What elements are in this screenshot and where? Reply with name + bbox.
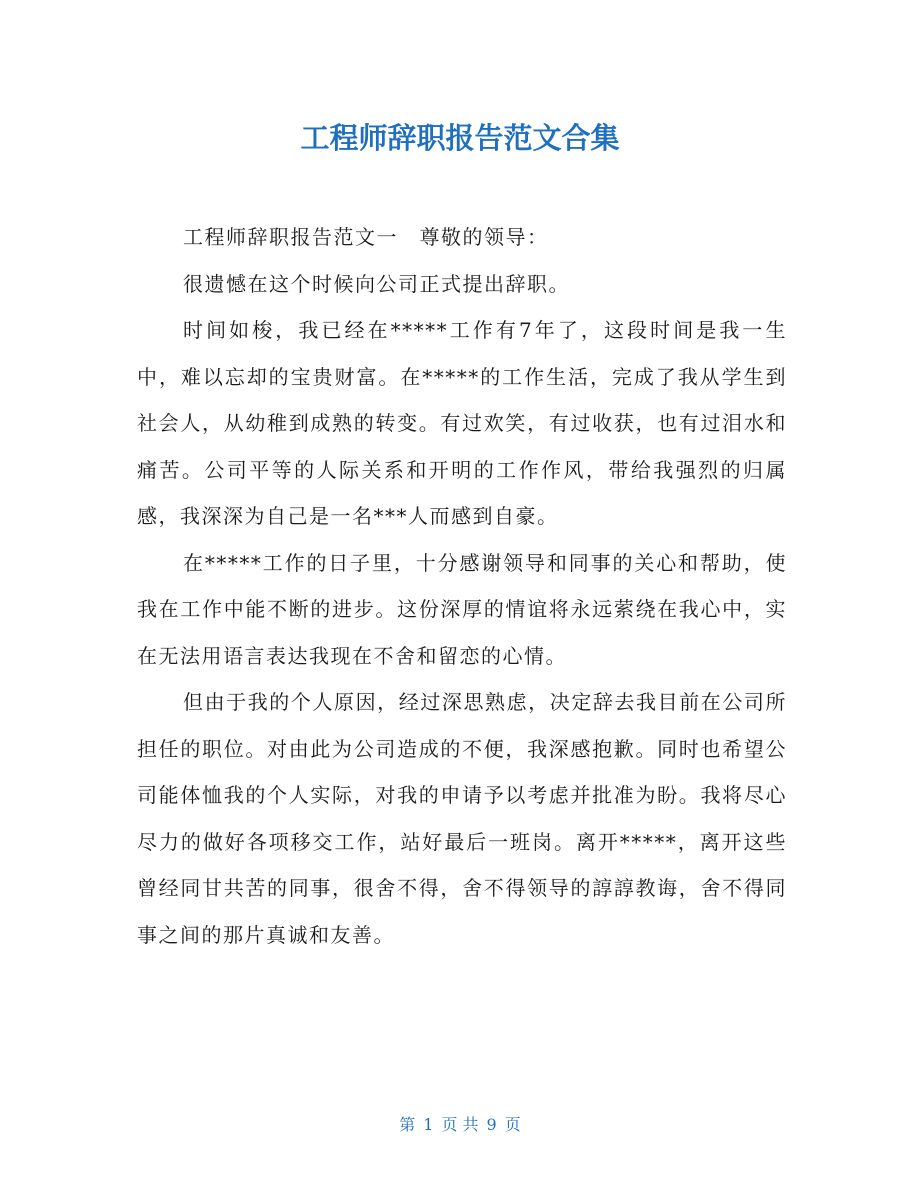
page-number-footer — [0, 1112, 920, 1138]
paragraph-reason: 但由于我的个人原因，经过深思熟虑，决定辞去我目前在公司所担任的职位。对由此为公司造成的不便，我深感抱歉。同时也希望公司能体恤我的个人实际，对我的申请予以考虑并批准为盼。我将尽心尽力的做好各项移交工作，站好最后一班岗。离开*****，离开这些曾经同甘共苦的同事，很舍不得，舍不得领导的諄諄教诲，舍不得同事之间的那片真诚和友善。 — [137, 690, 787, 947]
page-label-mid: 页 共 — [441, 1115, 479, 1134]
document-title: 工程师辞职报告范文合集 — [300, 121, 620, 155]
paragraph-salutation: 工程师辞职报告范文一 尊敬的领导： — [183, 225, 549, 249]
paragraph-time: 时间如梭，我已经在*****工作有7年了，这段时间是我一生中，难以忘却的宝贵财富。在*****的工作生活，完成了我从学生到社会人，从幼稚到成熟的转变。有过欢笑，有过收获，也有过泪水和痛苦。公司平等的人际关系和开明的工作作风，带给我强烈的归属感，我深深为自己是一名***人而感到自豪。 — [137, 318, 787, 528]
page-total: 9 — [486, 1115, 497, 1134]
page-label-suffix: 页 — [504, 1115, 521, 1134]
paragraph-intro: 很遗憾在这个时候向公司正式提出辞职。 — [183, 271, 570, 296]
document-body — [137, 214, 787, 958]
page-current: 1 — [423, 1115, 434, 1134]
paragraph-thanks: 在*****工作的日子里，十分感谢领导和同事的关心和帮助，使我在工作中能不断的进步。这份深厚的情谊将永远萦绕在我心中，实在无法用语言表达我现在不舍和留恋的心情。 — [137, 550, 787, 668]
page-label-prefix: 第 — [399, 1115, 416, 1134]
